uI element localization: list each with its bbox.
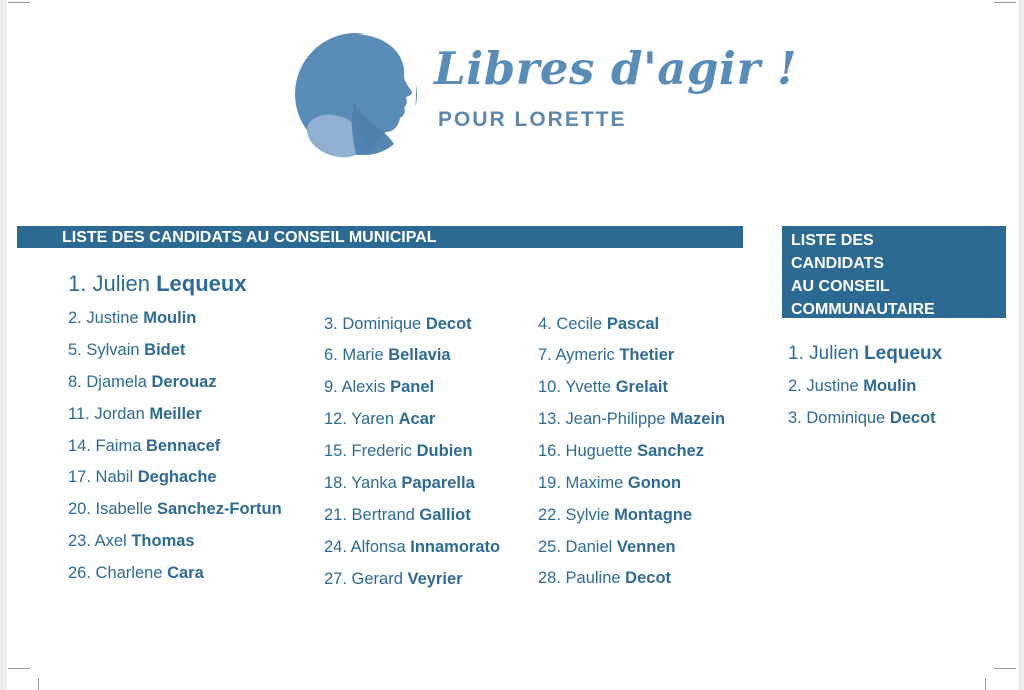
municipal-candidate: 25. Daniel Vennen bbox=[538, 538, 676, 556]
crop-mark bbox=[985, 678, 986, 690]
logo-subtitle: POUR LORETTE bbox=[438, 108, 627, 131]
municipal-candidate: 17. Nabil Deghache bbox=[68, 468, 217, 486]
municipal-candidate: 18. Yanka Paparella bbox=[324, 474, 475, 492]
communautaire-list-heading bbox=[782, 226, 1006, 318]
municipal-candidate: 26. Charlene Cara bbox=[68, 564, 204, 582]
municipal-candidate: 12. Yaren Acar bbox=[324, 410, 436, 428]
municipal-candidate: 4. Cecile Pascal bbox=[538, 315, 660, 333]
municipal-candidate: 8. Djamela Derouaz bbox=[68, 373, 217, 391]
municipal-candidate: 28. Pauline Decot bbox=[538, 569, 672, 587]
municipal-candidate: 27. Gerard Veyrier bbox=[324, 570, 463, 588]
municipal-list-heading: LISTE DES CANDIDATS AU CONSEIL MUNICIPAL bbox=[17, 226, 743, 248]
logo-title: Libres d'agir ! bbox=[434, 42, 798, 95]
municipal-candidate: 22. Sylvie Montagne bbox=[538, 506, 693, 524]
heading-line: AU CONSEIL bbox=[791, 278, 890, 295]
page-edge-left bbox=[0, 0, 7, 690]
crop-mark bbox=[38, 678, 39, 690]
communautaire-candidate: 1. Julien Lequeux bbox=[788, 343, 943, 364]
page-edge-right bbox=[1018, 0, 1024, 690]
logo bbox=[294, 32, 798, 162]
municipal-candidate: 19. Maxime Gonon bbox=[538, 474, 682, 492]
municipal-candidate: 11. Jordan Meiller bbox=[68, 405, 202, 423]
municipal-candidate: 21. Bertrand Galliot bbox=[324, 506, 471, 524]
municipal-candidate: 13. Jean-Philippe Mazein bbox=[538, 410, 726, 428]
woman-profile-logo-icon bbox=[294, 32, 422, 160]
communautaire-candidate: 3. Dominique Decot bbox=[788, 409, 936, 427]
crop-mark bbox=[994, 668, 1016, 669]
communautaire-candidate: 2. Justine Moulin bbox=[788, 377, 917, 395]
municipal-candidate: 16. Huguette Sanchez bbox=[538, 442, 705, 460]
municipal-candidate: 9. Alexis Panel bbox=[324, 378, 435, 396]
heading-line: COMMUNAUTAIRE bbox=[791, 301, 935, 318]
municipal-candidate: 3. Dominique Decot bbox=[324, 315, 472, 333]
municipal-candidate: 24. Alfonsa Innamorato bbox=[324, 538, 501, 556]
crop-mark bbox=[994, 2, 1016, 3]
municipal-candidate: 5. Sylvain Bidet bbox=[68, 341, 186, 359]
municipal-candidate: 6. Marie Bellavia bbox=[324, 346, 451, 364]
municipal-candidate: 15. Frederic Dubien bbox=[324, 442, 473, 460]
heading-line: LISTE DES bbox=[791, 232, 874, 249]
crop-mark bbox=[8, 668, 30, 669]
municipal-candidate: 10. Yvette Grelait bbox=[538, 378, 668, 396]
municipal-candidate: 2. Justine Moulin bbox=[68, 309, 197, 327]
crop-mark bbox=[8, 2, 30, 3]
municipal-candidate: 23. Axel Thomas bbox=[68, 532, 195, 550]
municipal-candidate: 20. Isabelle Sanchez-Fortun bbox=[68, 500, 282, 518]
municipal-candidate: 1. Julien Lequeux bbox=[68, 271, 247, 296]
municipal-candidate: 7. Aymeric Thetier bbox=[538, 346, 675, 364]
municipal-candidate: 14. Faima Bennacef bbox=[68, 437, 221, 455]
heading-line: CANDIDATS bbox=[791, 255, 885, 272]
